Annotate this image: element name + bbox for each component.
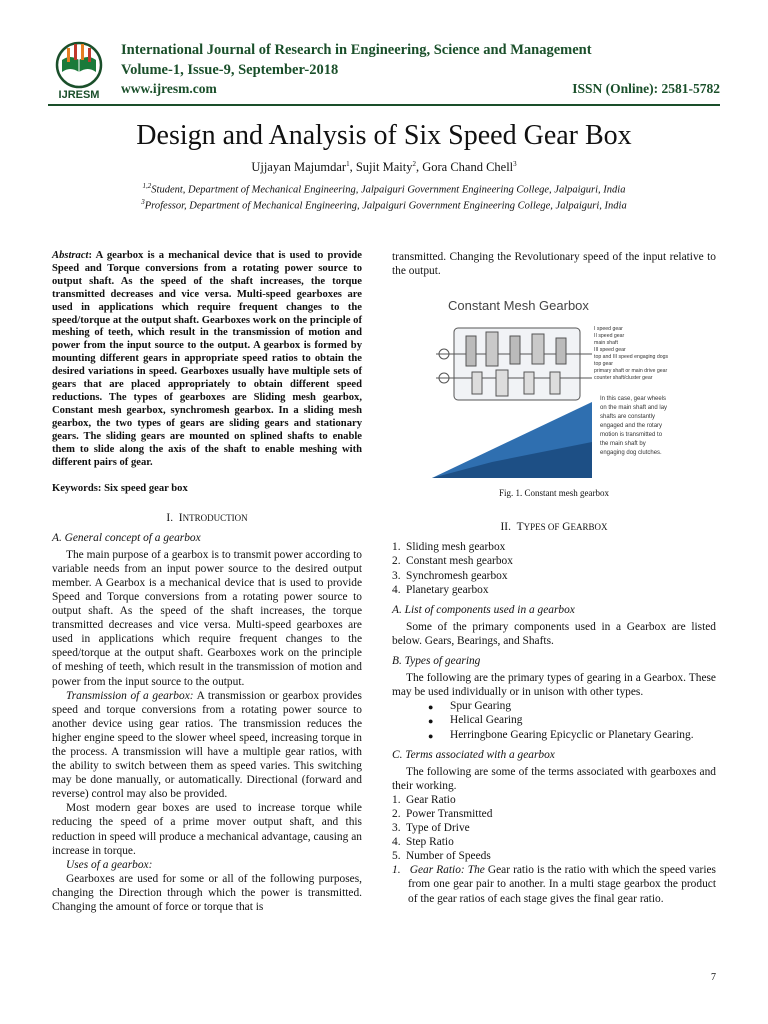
paragraph: Transmission of a gearbox: A transmission or gearbox provides speed and torque conversions from a rotating power source to another device using gear ratios. The transmission reduces the higher engine speed to the slower wheel speed, increasing torque in the process. A transmission will have a multiple gear ratios, with the ability to switch between them as speed varies. This switching may be done manually, or automatically. Directional (forward and reverse) control may also be provided. xyxy=(52,689,362,801)
svg-text:engaged and the rotary: engaged and the rotary xyxy=(600,423,663,430)
definition-gear-ratio: 1. Gear Ratio: The Gear ratio is the ratio with which the speed varies from one gear pair to another. In a multi stage gearbox the product of the gear ratios of each stage gives the final gear ratio. xyxy=(392,864,716,905)
list-item: 1. Gear Ratio xyxy=(392,793,456,806)
svg-text:primary shaft or main drive ge: primary shaft or main drive gear xyxy=(594,368,668,375)
ijresm-logo-icon xyxy=(48,38,110,100)
paragraph: The following are some of the terms associated with gearboxes and their working. xyxy=(392,765,716,792)
list-item: ● Spur Gearing xyxy=(392,699,716,713)
svg-text:III speed gear: III speed gear xyxy=(594,347,626,354)
journal-header xyxy=(48,38,720,100)
inline-heading: Uses of a gearbox: xyxy=(66,858,153,871)
svg-text:counter shaft/cluster gear: counter shaft/cluster gear xyxy=(594,375,653,382)
author-name: Ujjayan Majumdar xyxy=(251,160,347,175)
keywords: Keywords: Six speed gear box xyxy=(52,483,188,495)
gearbox-types-list xyxy=(392,540,716,596)
bullet-icon: ● xyxy=(428,730,434,741)
journal-issn: ISSN (Online): 2581-5782 xyxy=(572,81,720,96)
header-divider xyxy=(48,104,720,106)
svg-text:I speed gear: I speed gear xyxy=(594,326,623,333)
author-list: Ujjayan Majumdar$^1$, Sujit Maity$^2$, Gora Chand Chell$^3$ xyxy=(251,160,517,175)
svg-text:In this case, gear wheels: In this case, gear wheels xyxy=(600,396,667,403)
journal-title: International Journal of Research in Engineering, Science and Management xyxy=(121,42,592,58)
list-item: 1. Sliding mesh gearbox xyxy=(392,541,506,554)
gearing-types-list xyxy=(392,699,716,741)
paragraph: Most modern gear boxes are used to increase torque while reducing the speed of a prime mover output shaft, and this reduction in speed will produce a mechanical advantage, causing an increase in torque. xyxy=(52,802,362,857)
svg-text:IJRESM: IJRESM xyxy=(58,89,100,100)
subsection-heading: B. Types of gearing xyxy=(392,655,481,668)
section-heading: II. TYPES OF GEARBOX xyxy=(500,521,608,534)
svg-text:top and III speed engaging dog: top and III speed engaging dogs xyxy=(594,354,669,361)
list-item: 5. Number of Speeds xyxy=(392,850,491,863)
list-item: 4. Planetary gearbox xyxy=(392,583,489,596)
list-item: 3. Synchromesh gearbox xyxy=(392,569,508,582)
svg-text:on the main shaft and lay: on the main shaft and lay xyxy=(600,405,668,412)
gearbox-diagram-icon xyxy=(432,292,714,478)
author-name: Sujit Maity xyxy=(355,160,413,175)
abstract: Abstract: A gearbox is a mechanical device that is used to provide Speed and Torque conversions from a rotating power source to output shaft. As the speed of the shaft increases, the torque transmitted decreases and vice versa. Multi-speed gearboxes are used in applications which require frequent changes to the speed/torque at the output shaft. Gearboxes work on the principle of meshing of teeth, which result in the transmission of motion and power from the input source to the output. A gearbox is formed by mounting different gears in appropriate speed ratios to obtain the desired variations in speed. Gearboxes usually have multiple sets of gears that are placed appropriately to obtain different speed reductions. The types of gearboxes are Sliding mesh gearbox, Constant mesh gearbox, synchromesh gearbox. In a sliding mesh gearbox, the two types of gears are sliding gears and stationary gears. The sliding gears are mounted on splined shafts to enable them to slide along the axis of the shaft to enable meshing with different pairs of gear. xyxy=(52,250,362,468)
section-heading: I. INTRODUCTION xyxy=(166,511,248,524)
list-item: ● Herringbone Gearing Epicyclic or Planetary Gearing. xyxy=(392,728,716,742)
paragraph: The following are the primary types of gearing in a Gearbox. These may be used individually or in unison with other types. xyxy=(392,672,716,699)
subsection-heading: A. List of components used in a gearbox xyxy=(392,603,575,616)
paragraph: Gearboxes are used for some or all of the following purposes, changing the Direction through which the power is transmitted. Changing the amount of force or torque that is xyxy=(52,872,362,914)
list-item: ● Helical Gearing xyxy=(392,713,716,727)
bullet-icon: ● xyxy=(428,702,434,713)
svg-text:engaging dog clutches.: engaging dog clutches. xyxy=(600,450,662,457)
svg-text:top gear: top gear xyxy=(594,361,614,368)
left-column xyxy=(52,250,362,914)
svg-text:motion is transmitted to: motion is transmitted to xyxy=(600,432,663,439)
figure-constant-mesh-gearbox xyxy=(432,292,714,478)
figure-caption: Fig. 1. Constant mesh gearbox xyxy=(499,488,609,499)
page-number: 7 xyxy=(711,972,716,983)
list-item: 3. Type of Drive xyxy=(392,822,470,835)
right-column xyxy=(392,250,716,906)
subsection-heading: C. Terms associated with a gearbox xyxy=(392,748,555,761)
svg-text:II speed gear: II speed gear xyxy=(594,333,625,340)
journal-volume: Volume-1, Issue-9, September-2018 xyxy=(121,62,339,78)
paper-title: Design and Analysis of Six Speed Gear Box xyxy=(136,120,632,151)
list-item: 4. Step Ratio xyxy=(392,836,454,849)
paragraph: Some of the primary components used in a Gearbox are listed below. Gears, Bearings, and Shafts. xyxy=(392,620,716,647)
affiliation: $^{1,2}$Student, Department of Mechanical Engineering, Jalpaiguri Government Engineering College, Jalpaiguri, India xyxy=(142,182,626,196)
journal-website: www.ijresm.com xyxy=(121,81,217,96)
gearbox-terms-list xyxy=(392,793,716,863)
subsection-heading: A. General concept of a gearbox xyxy=(52,531,201,544)
svg-text:shafts are constantly: shafts are constantly xyxy=(600,414,656,421)
svg-text:the main shaft by: the main shaft by xyxy=(600,441,646,448)
svg-text:Constant Mesh Gearbox: Constant Mesh Gearbox xyxy=(448,298,589,314)
list-item: 2. Power Transmitted xyxy=(392,807,493,820)
paragraph: The main purpose of a gearbox is to transmit power according to variable needs from an input power source to the desired output member. A Gearbox is a mechanical device that is used to provide Speed and Torque conversions from a rotating power source to output shaft. As the speed of the shaft increases, the torque transmitted decreases and vice versa. Multi-speed gearboxes are used in applications which require frequent changes to the speed/torque at the output shaft. Gearboxes work on the principle of meshing of teeth, which result in the transmission of motion and power from the input source to the output. xyxy=(52,548,362,688)
author-name: Gora Chand Chell xyxy=(422,160,514,175)
list-item: 2. Constant mesh gearbox xyxy=(392,555,513,568)
affiliation: $^3$Professor, Department of Mechanical Engineering, Jalpaiguri Government Engineering College, Jalpaiguri, India xyxy=(141,198,627,212)
svg-text:main shaft: main shaft xyxy=(594,340,618,347)
bullet-icon: ● xyxy=(428,716,434,727)
paragraph: transmitted. Changing the Revolutionary speed of the input relative to the output. xyxy=(392,251,716,278)
